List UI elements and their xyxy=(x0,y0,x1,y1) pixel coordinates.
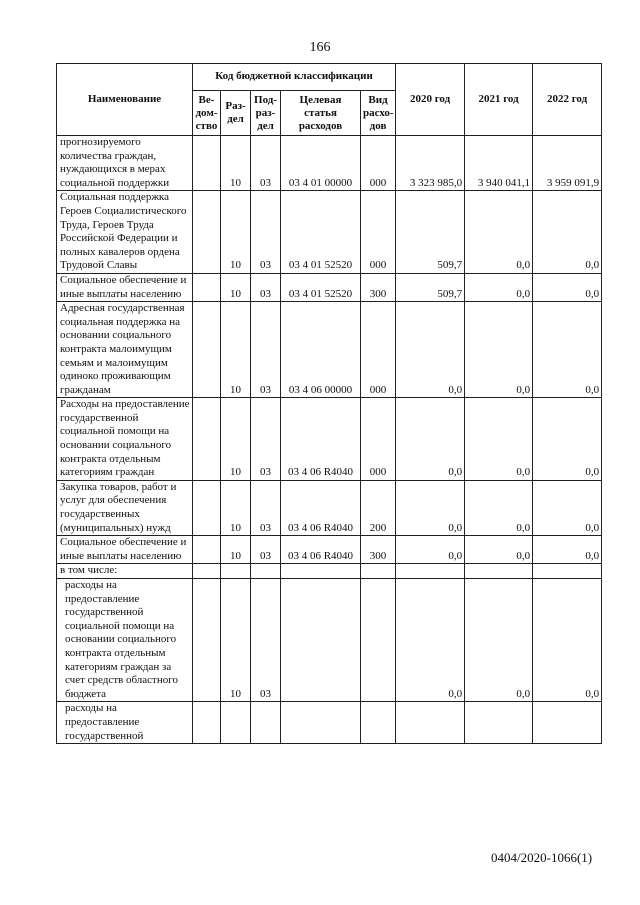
cell-name: Социальное обеспечение и иные выплаты населению xyxy=(57,273,193,301)
table-row xyxy=(57,273,602,301)
cell-name: Расходы на предоставление государственной социальной помощи на основании социального контракта отдельным категориям граждан xyxy=(57,398,193,481)
cell-y2021: 0,0 xyxy=(465,480,533,535)
header-expense-type: Вид расхо- дов xyxy=(361,91,396,136)
cell-y2022 xyxy=(533,702,602,744)
cell-y2020: 0,0 xyxy=(396,302,465,398)
cell-y2021: 0,0 xyxy=(465,302,533,398)
table-row xyxy=(57,191,602,274)
cell-razdel xyxy=(221,564,251,579)
cell-podrazdel: 03 xyxy=(251,302,281,398)
cell-podrazdel: 03 xyxy=(251,273,281,301)
cell-name: в том числе: xyxy=(57,564,193,579)
cell-y2020: 509,7 xyxy=(396,273,465,301)
cell-name: Адресная государственная социальная поддержка на основании социального контракта малоимущим семьям и малоимущим одиноко проживающим гражданам xyxy=(57,302,193,398)
header-2020: 2020 год xyxy=(396,64,465,136)
cell-ved xyxy=(193,579,221,702)
cell-ved xyxy=(193,302,221,398)
header-ved: Ве- дом- ство xyxy=(193,91,221,136)
cell-ved xyxy=(193,480,221,535)
cell-y2022: 0,0 xyxy=(533,579,602,702)
cell-y2021: 0,0 xyxy=(465,536,533,564)
table-row xyxy=(57,536,602,564)
cell-razdel: 10 xyxy=(221,191,251,274)
cell-cs xyxy=(281,702,361,744)
cell-y2020 xyxy=(396,702,465,744)
cell-vid: 300 xyxy=(361,273,396,301)
header-2022: 2022 год xyxy=(533,64,602,136)
cell-razdel: 10 xyxy=(221,273,251,301)
header-code-group: Код бюджетной классификации xyxy=(193,64,396,91)
cell-cs: 03 4 01 52520 xyxy=(281,273,361,301)
cell-name: Социальная поддержка Героев Социалистического Труда, Героев Труда Российской Федерации и полных кавалеров ордена Трудовой Славы xyxy=(57,191,193,274)
cell-razdel: 10 xyxy=(221,302,251,398)
cell-y2021: 0,0 xyxy=(465,398,533,481)
cell-podrazdel: 03 xyxy=(251,398,281,481)
cell-name: Социальное обеспечение и иные выплаты населению xyxy=(57,536,193,564)
cell-y2021 xyxy=(465,564,533,579)
cell-podrazdel: 03 xyxy=(251,480,281,535)
cell-vid xyxy=(361,579,396,702)
cell-ved xyxy=(193,536,221,564)
cell-y2021 xyxy=(465,702,533,744)
cell-y2020 xyxy=(396,564,465,579)
cell-cs: 03 4 01 52520 xyxy=(281,191,361,274)
cell-name: расходы на предоставление государственной xyxy=(57,702,193,744)
cell-y2021: 0,0 xyxy=(465,579,533,702)
cell-vid: 000 xyxy=(361,136,396,191)
cell-vid: 000 xyxy=(361,191,396,274)
cell-cs: 03 4 06 00000 xyxy=(281,302,361,398)
cell-name: расходы на предоставление государственной социальной помощи на основании социального контракта отдельным категориям граждан за счет средств областного бюджета xyxy=(57,579,193,702)
header-2021: 2021 год xyxy=(465,64,533,136)
cell-y2020: 0,0 xyxy=(396,536,465,564)
table-row xyxy=(57,480,602,535)
cell-y2020: 3 323 985,0 xyxy=(396,136,465,191)
cell-podrazdel: 03 xyxy=(251,579,281,702)
cell-cs: 03 4 01 00000 xyxy=(281,136,361,191)
table-row xyxy=(57,398,602,481)
cell-podrazdel xyxy=(251,564,281,579)
cell-cs: 03 4 06 R4040 xyxy=(281,480,361,535)
cell-vid xyxy=(361,564,396,579)
cell-razdel: 10 xyxy=(221,398,251,481)
cell-y2022 xyxy=(533,564,602,579)
cell-cs xyxy=(281,564,361,579)
cell-podrazdel xyxy=(251,702,281,744)
cell-podrazdel: 03 xyxy=(251,191,281,274)
table-row xyxy=(57,136,602,191)
table-row xyxy=(57,702,602,744)
cell-y2020: 509,7 xyxy=(396,191,465,274)
header-name: Наименование xyxy=(57,64,193,136)
cell-razdel: 10 xyxy=(221,536,251,564)
header-target-article: Целевая статья расходов xyxy=(281,91,361,136)
document-code: 0404/2020-1066(1) xyxy=(491,850,593,865)
cell-y2021: 3 940 041,1 xyxy=(465,136,533,191)
cell-ved xyxy=(193,564,221,579)
cell-cs: 03 4 06 R4040 xyxy=(281,536,361,564)
cell-name: прогнозируемого количества граждан, нуждающихся в мерах социальной поддержки xyxy=(57,136,193,191)
cell-name: Закупка товаров, работ и услуг для обеспечения государственных (муниципальных) нужд xyxy=(57,480,193,535)
table-row xyxy=(57,302,602,398)
cell-ved xyxy=(193,398,221,481)
cell-cs: 03 4 06 R4040 xyxy=(281,398,361,481)
cell-podrazdel: 03 xyxy=(251,136,281,191)
cell-y2022: 0,0 xyxy=(533,398,602,481)
cell-y2022: 0,0 xyxy=(533,302,602,398)
cell-y2021: 0,0 xyxy=(465,273,533,301)
cell-ved xyxy=(193,136,221,191)
cell-podrazdel: 03 xyxy=(251,536,281,564)
cell-razdel: 10 xyxy=(221,136,251,191)
header-podrazdel: Под- раз- дел xyxy=(251,91,281,136)
cell-y2022: 0,0 xyxy=(533,273,602,301)
cell-y2022: 3 959 091,9 xyxy=(533,136,602,191)
page-number: 166 xyxy=(309,40,331,55)
cell-ved xyxy=(193,702,221,744)
cell-y2020: 0,0 xyxy=(396,579,465,702)
table-row xyxy=(57,579,602,702)
cell-vid: 300 xyxy=(361,536,396,564)
cell-ved xyxy=(193,273,221,301)
cell-vid: 200 xyxy=(361,480,396,535)
cell-razdel: 10 xyxy=(221,579,251,702)
cell-razdel xyxy=(221,702,251,744)
cell-vid xyxy=(361,702,396,744)
budget-table xyxy=(56,63,602,744)
header-razdel: Раз- дел xyxy=(221,91,251,136)
cell-y2021: 0,0 xyxy=(465,191,533,274)
cell-vid: 000 xyxy=(361,302,396,398)
cell-cs xyxy=(281,579,361,702)
table-row xyxy=(57,564,602,579)
cell-y2020: 0,0 xyxy=(396,398,465,481)
cell-y2020: 0,0 xyxy=(396,480,465,535)
cell-ved xyxy=(193,191,221,274)
cell-y2022: 0,0 xyxy=(533,191,602,274)
cell-vid: 000 xyxy=(361,398,396,481)
cell-y2022: 0,0 xyxy=(533,536,602,564)
cell-y2022: 0,0 xyxy=(533,480,602,535)
cell-razdel: 10 xyxy=(221,480,251,535)
